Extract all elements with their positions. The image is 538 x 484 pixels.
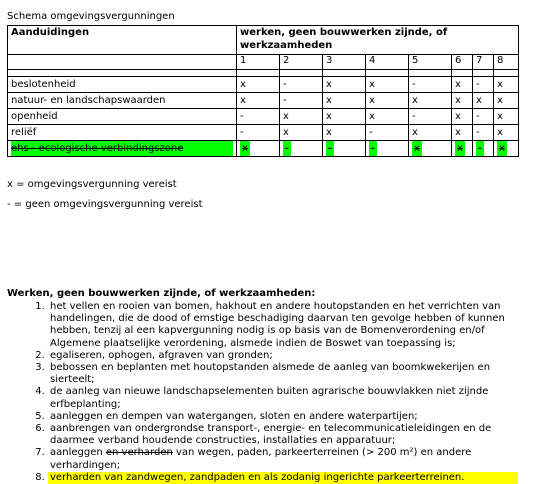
- row-cell: x: [452, 109, 473, 125]
- legend-x: x = omgevingsvergunning vereist: [7, 179, 177, 190]
- cell-text: x: [499, 143, 505, 154]
- number-header: 4: [366, 55, 409, 70]
- table-row: [8, 125, 519, 141]
- item-text: egaliseren, ophogen, afgraven van gronden;: [50, 349, 273, 361]
- row-cell: x: [237, 93, 280, 109]
- header-aanduidingen: Aanduidingen: [8, 26, 237, 55]
- row-label-text: ehs - ecologische verbindingszone: [11, 141, 233, 156]
- row-cell: -: [280, 77, 323, 93]
- row-cell: -: [409, 77, 452, 93]
- row-cell: x: [280, 109, 323, 125]
- spacer-cell: [280, 70, 323, 77]
- row-cell: -: [280, 93, 323, 109]
- cell-text: x: [414, 143, 420, 154]
- row-cell: x: [494, 77, 519, 93]
- row-cell: x: [494, 93, 519, 109]
- row-cell: x: [323, 93, 366, 109]
- table-row: [8, 93, 519, 109]
- cell-text: -: [478, 143, 482, 154]
- section-title: Werken, geen bouwwerken zijnde, of werkzaamheden:: [7, 288, 316, 299]
- cell-text: x: [242, 143, 248, 154]
- table-caption: Schema omgevingsvergunningen: [7, 11, 175, 22]
- number-header: 3: [323, 55, 366, 70]
- spacer-cell: [473, 70, 494, 77]
- header-blank-cell: [8, 55, 237, 70]
- row-cell: -: [409, 109, 452, 125]
- number-header: 6: [452, 55, 473, 70]
- row-cell: x: [280, 125, 323, 141]
- works-list: [0, 301, 518, 484]
- row-label: [8, 141, 237, 157]
- number-header: 1: [237, 55, 280, 70]
- row-cell: x: [366, 77, 409, 93]
- cell-text: -: [285, 143, 289, 154]
- item-text: van wegen, paden, parkeerterreinen (> 200 m²) en andere verhardingen;: [50, 447, 472, 471]
- list-item: [48, 386, 518, 410]
- row-cell: x: [452, 125, 473, 141]
- cell-text: x: [457, 143, 463, 154]
- item-text: aanleggen: [50, 447, 106, 459]
- row-cell: x: [323, 109, 366, 125]
- table-row: [8, 109, 519, 125]
- row-cell: -: [237, 125, 280, 141]
- row-cell: [366, 141, 409, 157]
- spacer-cell: [494, 70, 519, 77]
- item-text: aanleggen en dempen van watergangen, sloten en andere waterpartijen;: [50, 410, 418, 422]
- row-cell: x: [494, 125, 519, 141]
- row-cell: [237, 141, 280, 157]
- row-cell: x: [323, 77, 366, 93]
- spacer-cell: [323, 70, 366, 77]
- row-cell: [280, 141, 323, 157]
- row-cell: -: [366, 125, 409, 141]
- table-row: [8, 141, 519, 157]
- row-cell: -: [473, 109, 494, 125]
- number-header: 8: [494, 55, 519, 70]
- row-cell: x: [409, 93, 452, 109]
- item-text: aanbrengen van ondergrondse transport-, energie- en telecommunicatieleidingen en de daarmee verband houdende constructies, installaties en apparatuur;: [50, 423, 492, 447]
- row-cell: [323, 141, 366, 157]
- row-cell: x: [409, 125, 452, 141]
- spacer-cell: [237, 70, 280, 77]
- list-item: [48, 362, 518, 386]
- legend-dash: - = geen omgevingsvergunning vereist: [7, 199, 203, 210]
- row-label: reliëf: [8, 125, 237, 141]
- list-item: [48, 350, 518, 362]
- row-cell: x: [473, 93, 494, 109]
- list-item-highlighted: [48, 472, 518, 484]
- row-cell: [409, 141, 452, 157]
- item-text: de aanleg van nieuwe landschapselementen buiten agrarische bouwvlakken niet zijnde erfbeplanting;: [50, 386, 489, 410]
- row-cell: -: [237, 109, 280, 125]
- number-header: 7: [473, 55, 494, 70]
- row-cell: x: [366, 109, 409, 125]
- row-cell: x: [366, 93, 409, 109]
- row-label: openheid: [8, 109, 237, 125]
- row-cell: -: [473, 77, 494, 93]
- row-cell: x: [323, 125, 366, 141]
- row-label: natuur- en landschapswaarden: [8, 93, 237, 109]
- list-item: [48, 301, 518, 350]
- cell-text: -: [371, 143, 375, 154]
- row-label: beslotenheid: [8, 77, 237, 93]
- row-cell: -: [473, 125, 494, 141]
- list-item: [48, 423, 518, 447]
- row-cell: x: [452, 93, 473, 109]
- list-item: [48, 447, 518, 471]
- spacer-cell: [366, 70, 409, 77]
- list-item: [48, 411, 518, 423]
- item-text: bebossen en beplanten met houtopstanden alsmede de aanleg van boomkwekerijen en sierteelt;: [50, 362, 491, 386]
- row-cell: [473, 141, 494, 157]
- row-cell: x: [494, 109, 519, 125]
- item-text: het vellen en rooien van bomen, hakhout en andere houtopstanden en het verrichten van handelingen, die de dood of ernstige beschadiging daarvan ten gevolge hebben of kunnen hebben, tenzij al een kapvergunning nodig is op basis van de Bomenverordening en/of Algemene plaatselijke verordening, alsmede indien de Boswet van toepassing is;: [50, 301, 505, 349]
- row-cell: [452, 141, 473, 157]
- spacer-cell: [452, 70, 473, 77]
- row-cell: x: [237, 77, 280, 93]
- row-cell: [494, 141, 519, 157]
- number-header: 2: [280, 55, 323, 70]
- header-werken: werken, geen bouwwerken zijnde, of werkzaamheden: [237, 26, 519, 55]
- cell-text: -: [328, 143, 332, 154]
- struck-text: en verharden: [105, 447, 173, 459]
- schema-table: [7, 25, 519, 157]
- spacer-cell: [409, 70, 452, 77]
- number-header: 5: [409, 55, 452, 70]
- item-text: verharden van zandwegen, zandpaden en als zodanig ingerichte parkeerterreinen.: [50, 471, 465, 483]
- table-row: [8, 77, 519, 93]
- row-cell: x: [452, 77, 473, 93]
- spacer-cell: [8, 70, 237, 77]
